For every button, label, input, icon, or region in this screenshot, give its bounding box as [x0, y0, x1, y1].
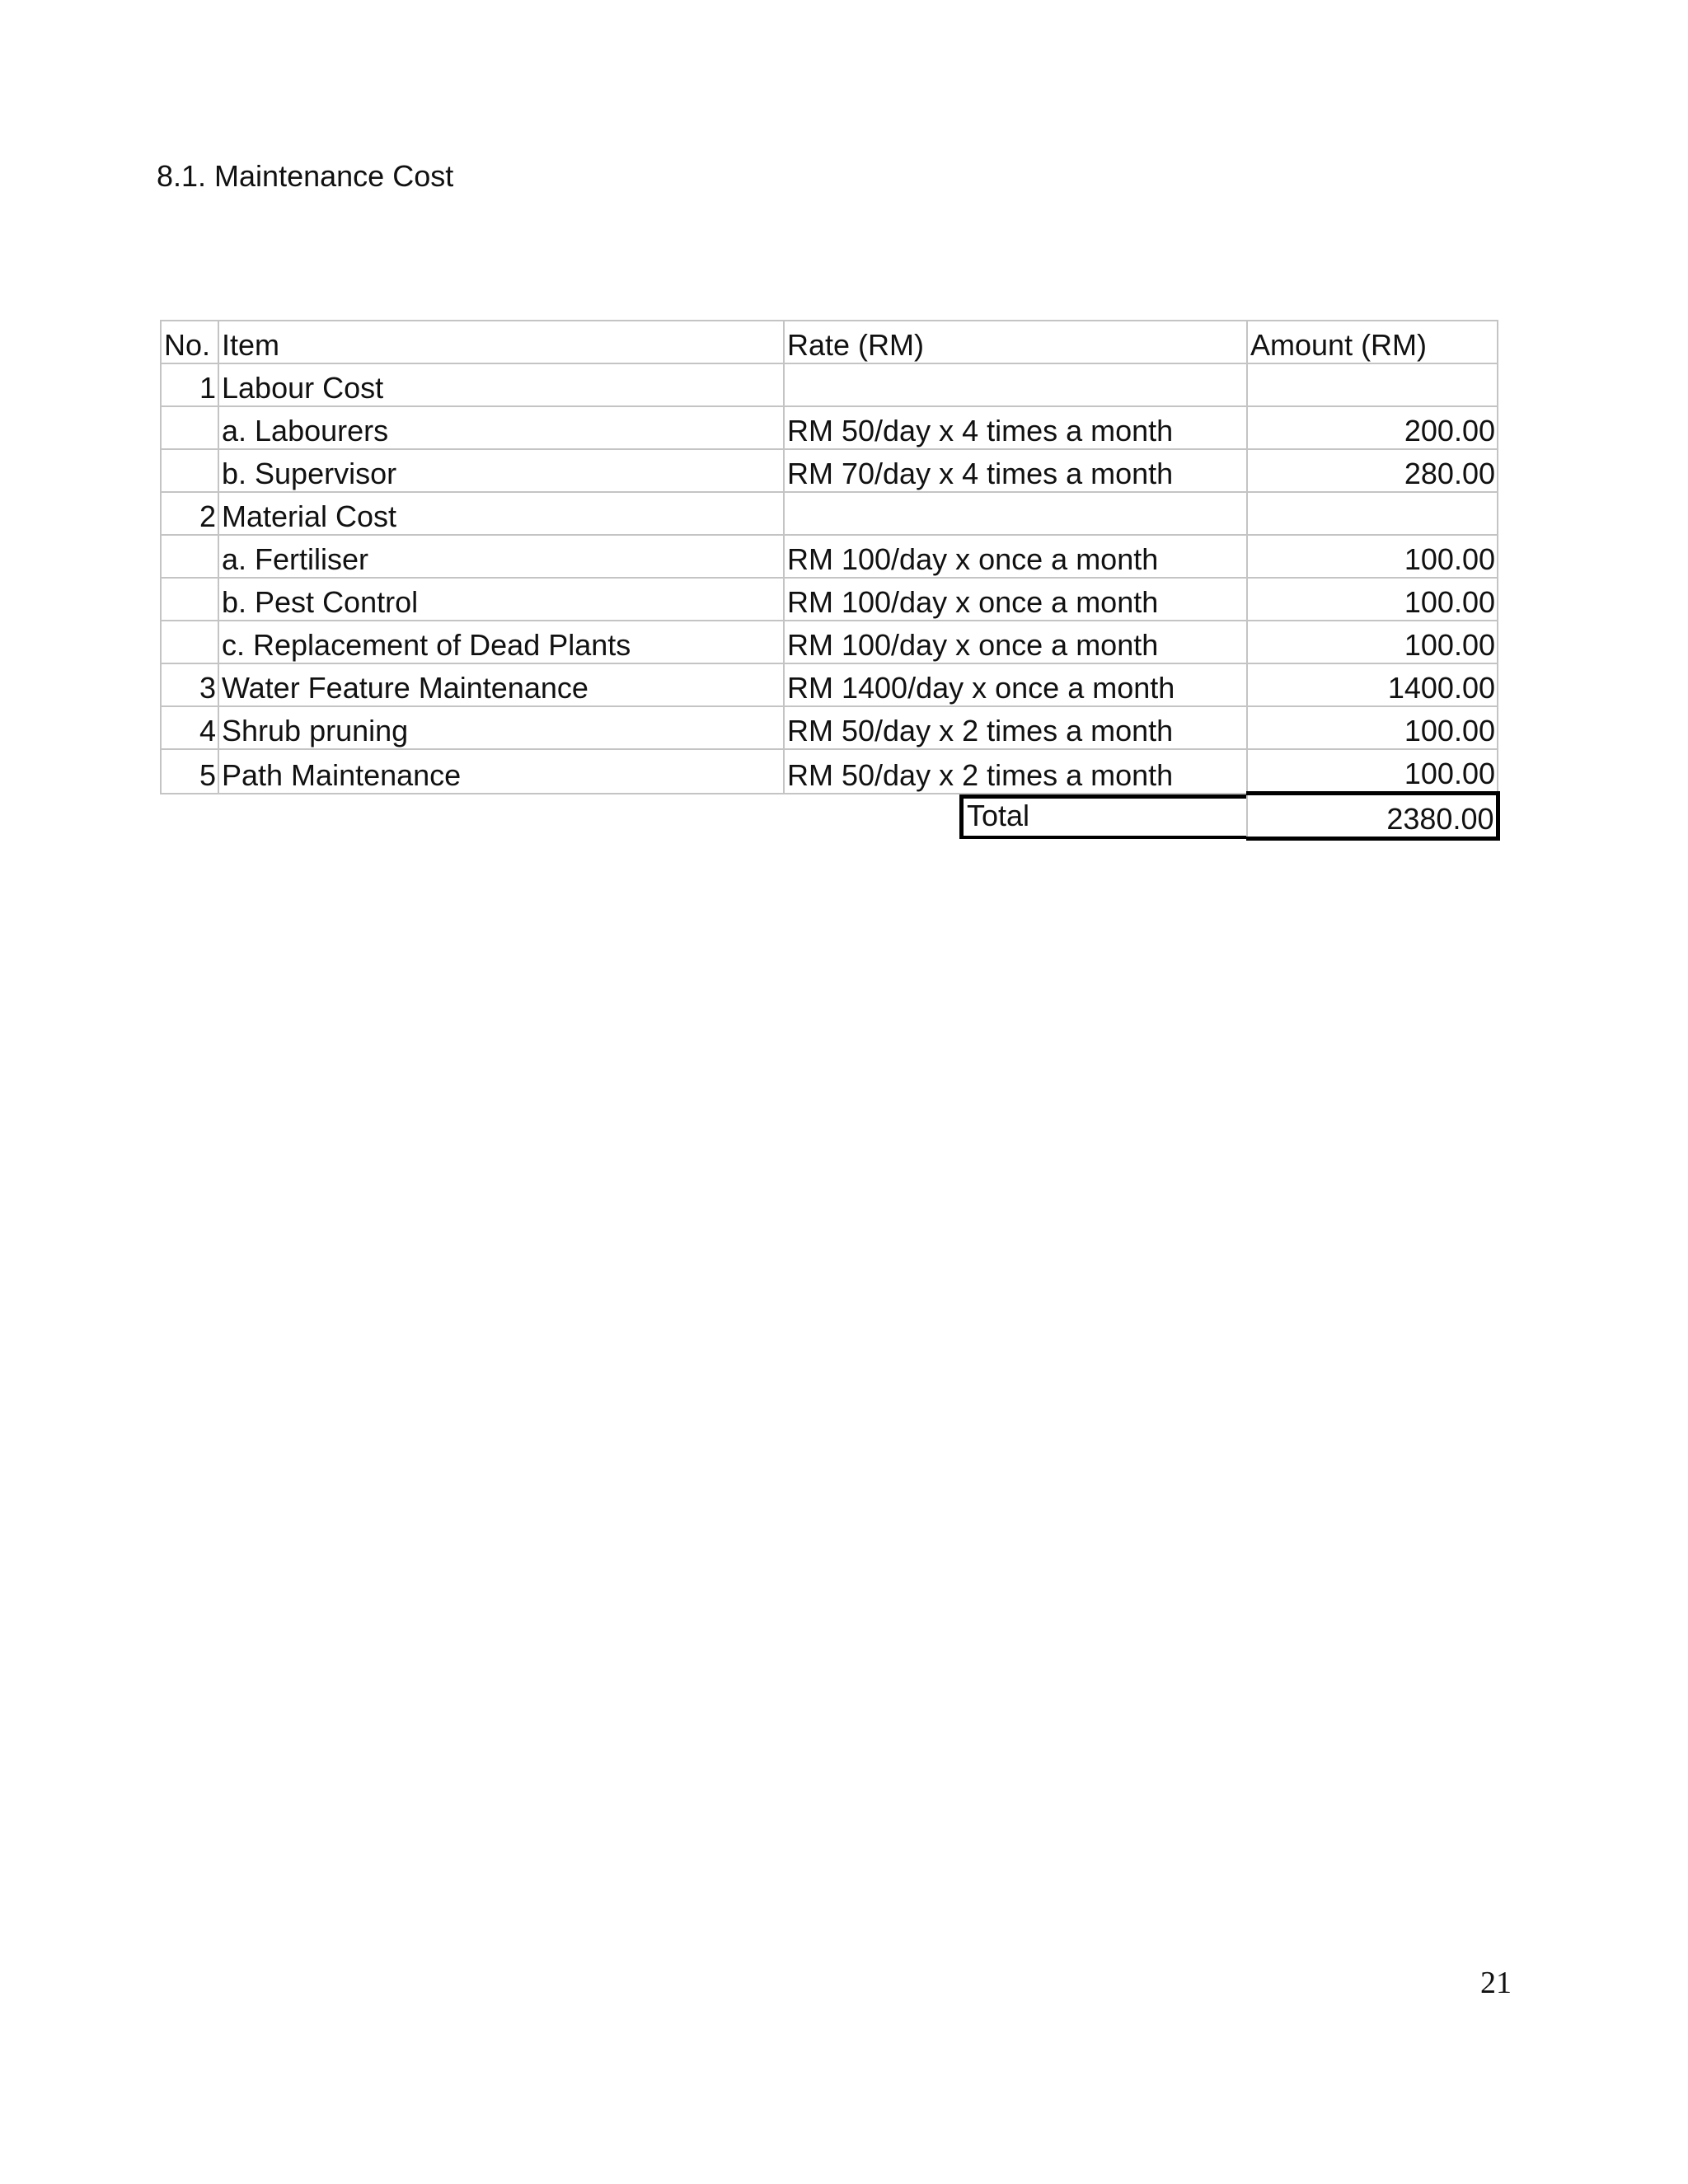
- row-item: a. Labourers: [218, 406, 784, 449]
- total-label: Total: [959, 794, 1247, 839]
- row-amount: 200.00: [1247, 406, 1498, 449]
- row-item: b. Pest Control: [218, 578, 784, 621]
- maintenance-cost-table: [160, 320, 1500, 841]
- row-rate: RM 50/day x 4 times a month: [784, 406, 1247, 449]
- row-item: b. Supervisor: [218, 449, 784, 492]
- table-row: [161, 363, 1498, 406]
- header-no: No.: [161, 321, 218, 363]
- row-no: 5: [161, 749, 218, 794]
- row-rate: [784, 363, 1247, 406]
- table-row: [161, 749, 1498, 794]
- row-amount: 1400.00: [1247, 663, 1498, 706]
- table-row: [161, 492, 1498, 535]
- row-rate: RM 1400/day x once a month: [784, 663, 1247, 706]
- row-rate: RM 50/day x 2 times a month: [784, 706, 1247, 749]
- row-item: a. Fertiliser: [218, 535, 784, 578]
- row-no: [161, 449, 218, 492]
- total-row: [161, 794, 1498, 839]
- row-item: c. Replacement of Dead Plants: [218, 621, 784, 663]
- row-amount: 280.00: [1247, 449, 1498, 492]
- header-rate: Rate (RM): [784, 321, 1247, 363]
- table-row: [161, 406, 1498, 449]
- row-amount: 100.00: [1247, 535, 1498, 578]
- row-item: Shrub pruning: [218, 706, 784, 749]
- row-rate: RM 50/day x 2 times a month: [784, 749, 1247, 794]
- section-heading: 8.1. Maintenance Cost: [157, 159, 454, 193]
- table-row: [161, 663, 1498, 706]
- row-no: [161, 406, 218, 449]
- row-item: Water Feature Maintenance: [218, 663, 784, 706]
- page-number: 21: [1480, 1966, 1512, 2000]
- row-amount: [1247, 492, 1498, 535]
- table-header-row: [161, 321, 1498, 363]
- row-rate: RM 100/day x once a month: [784, 578, 1247, 621]
- row-rate: RM 100/day x once a month: [784, 621, 1247, 663]
- row-no: 4: [161, 706, 218, 749]
- row-rate: RM 100/day x once a month: [784, 535, 1247, 578]
- row-no: 3: [161, 663, 218, 706]
- row-item: Labour Cost: [218, 363, 784, 406]
- table-row: [161, 706, 1498, 749]
- row-item: Path Maintenance: [218, 749, 784, 794]
- table-row: [161, 578, 1498, 621]
- table-row: [161, 449, 1498, 492]
- row-no: [161, 578, 218, 621]
- row-rate: [784, 492, 1247, 535]
- row-amount: 100.00: [1247, 621, 1498, 663]
- row-amount: 100.00: [1247, 706, 1498, 749]
- header-amount: Amount (RM): [1247, 321, 1498, 363]
- row-no: 2: [161, 492, 218, 535]
- header-item: Item: [218, 321, 784, 363]
- total-amount: 2380.00: [1247, 794, 1498, 839]
- row-item: Material Cost: [218, 492, 784, 535]
- row-no: [161, 535, 218, 578]
- row-no: 1: [161, 363, 218, 406]
- row-amount: 100.00: [1247, 749, 1498, 794]
- row-amount: 100.00: [1247, 578, 1498, 621]
- table-row: [161, 621, 1498, 663]
- row-no: [161, 621, 218, 663]
- row-rate: RM 70/day x 4 times a month: [784, 449, 1247, 492]
- row-amount: [1247, 363, 1498, 406]
- table-row: [161, 535, 1498, 578]
